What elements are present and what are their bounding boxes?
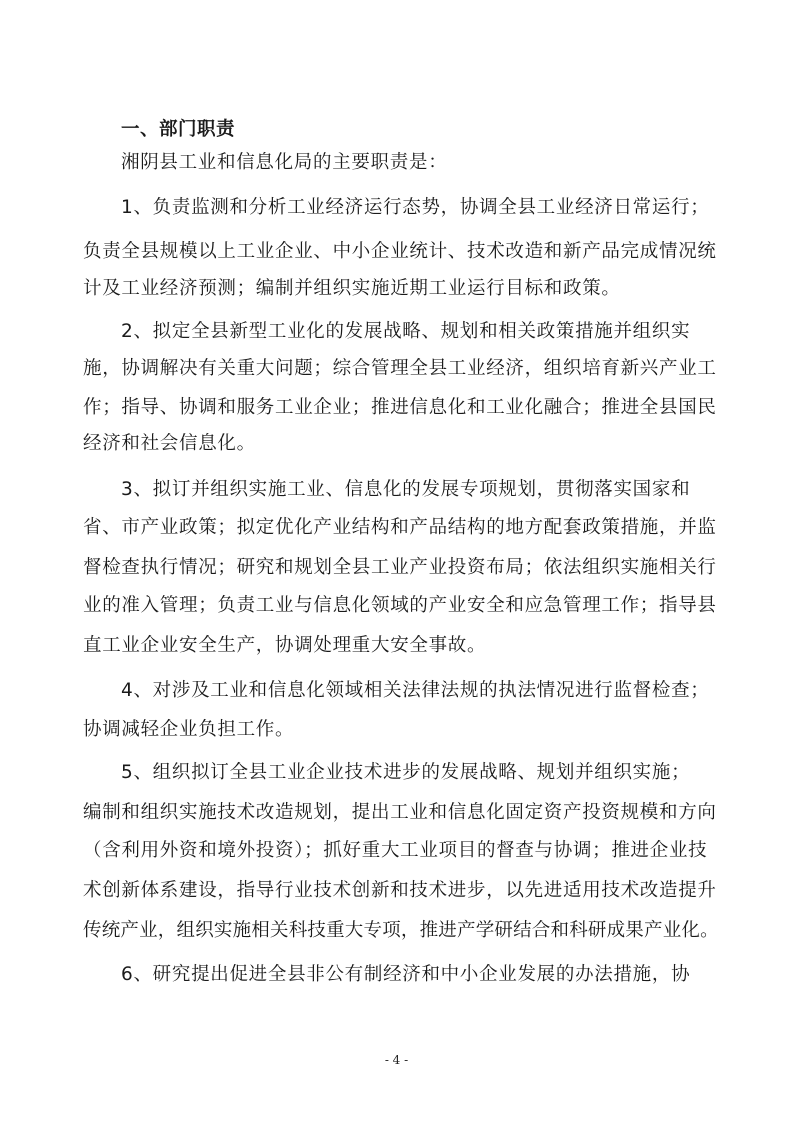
section-heading: 一、部门职责 — [121, 119, 236, 140]
paragraph-3-line-1: 3、拟订并组织实施工业、信息化的发展专项规划，贯彻落实国家和 — [121, 479, 691, 500]
paragraph-1-line-1: 1、负责监测和分析工业经济运行态势，协调全县工业经济日常运行； — [121, 197, 710, 218]
paragraph-5-line-1: 5、组织拟订全县工业企业技术进步的发展战略、规划并组织实施； — [121, 762, 691, 783]
paragraph-3-line-4: 业的准入管理；负责工业与信息化领域的产业安全和应急管理工作；指导县 — [83, 595, 717, 616]
intro-line: 湘阴县工业和信息化局的主要职责是： — [121, 152, 448, 173]
paragraph-5-line-4: 术创新体系建设，指导行业技术创新和技术进步，以先进适用技术改造提升 — [83, 880, 717, 901]
paragraph-4-line-2: 协调减轻企业负担工作。 — [83, 719, 295, 740]
paragraph-4-line-1: 4、对涉及工业和信息化领域相关法律法规的执法情况进行监督检查； — [121, 680, 710, 701]
paragraph-5-line-5: 传统产业，组织实施相关科技重大专项，推进产学研结合和科研成果产业化。 — [83, 920, 719, 941]
paragraph-2-line-4: 经济和社会信息化。 — [83, 433, 256, 454]
paragraph-2-line-1: 2、拟定全县新型工业化的发展战略、规划和相关政策措施并组织实 — [121, 321, 691, 342]
page-number: - 4 - — [384, 1053, 409, 1067]
paragraph-5-line-2: 编制和组织实施技术改造规划，提出工业和信息化固定资产投资规模和方向 — [83, 802, 717, 823]
paragraph-3-line-2: 省、市产业政策；拟定优化产业结构和产品结构的地方配套政策措施，并监 — [83, 517, 717, 538]
paragraph-3-line-5: 直工业企业安全生产，协调处理重大安全事故。 — [83, 635, 487, 656]
paragraph-1-line-2: 负责全县规模以上工业企业、中小企业统计、技术改造和新产品完成情况统 — [83, 241, 717, 262]
paragraph-3-line-3: 督检查执行情况；研究和规划全县工业产业投资布局；依法组织实施相关行 — [83, 557, 717, 578]
paragraph-6-line-1: 6、研究提出促进全县非公有制经济和中小企业发展的办法措施，协 — [121, 964, 691, 985]
paragraph-1-line-3: 计及工业经济预测；编制并组织实施近期工业运行目标和政策。 — [83, 278, 621, 299]
paragraph-2-line-2: 施，协调解决有关重大问题；综合管理全县工业经济，组织培育新兴产业工 — [83, 358, 717, 379]
paragraph-2-line-3: 作；指导、协调和服务工业企业；推进信息化和工业化融合；推进全县国民 — [83, 397, 717, 418]
paragraph-5-line-3: （含利用外资和境外投资）；抓好重大工业项目的督查与协调；推进企业技 — [83, 840, 708, 861]
